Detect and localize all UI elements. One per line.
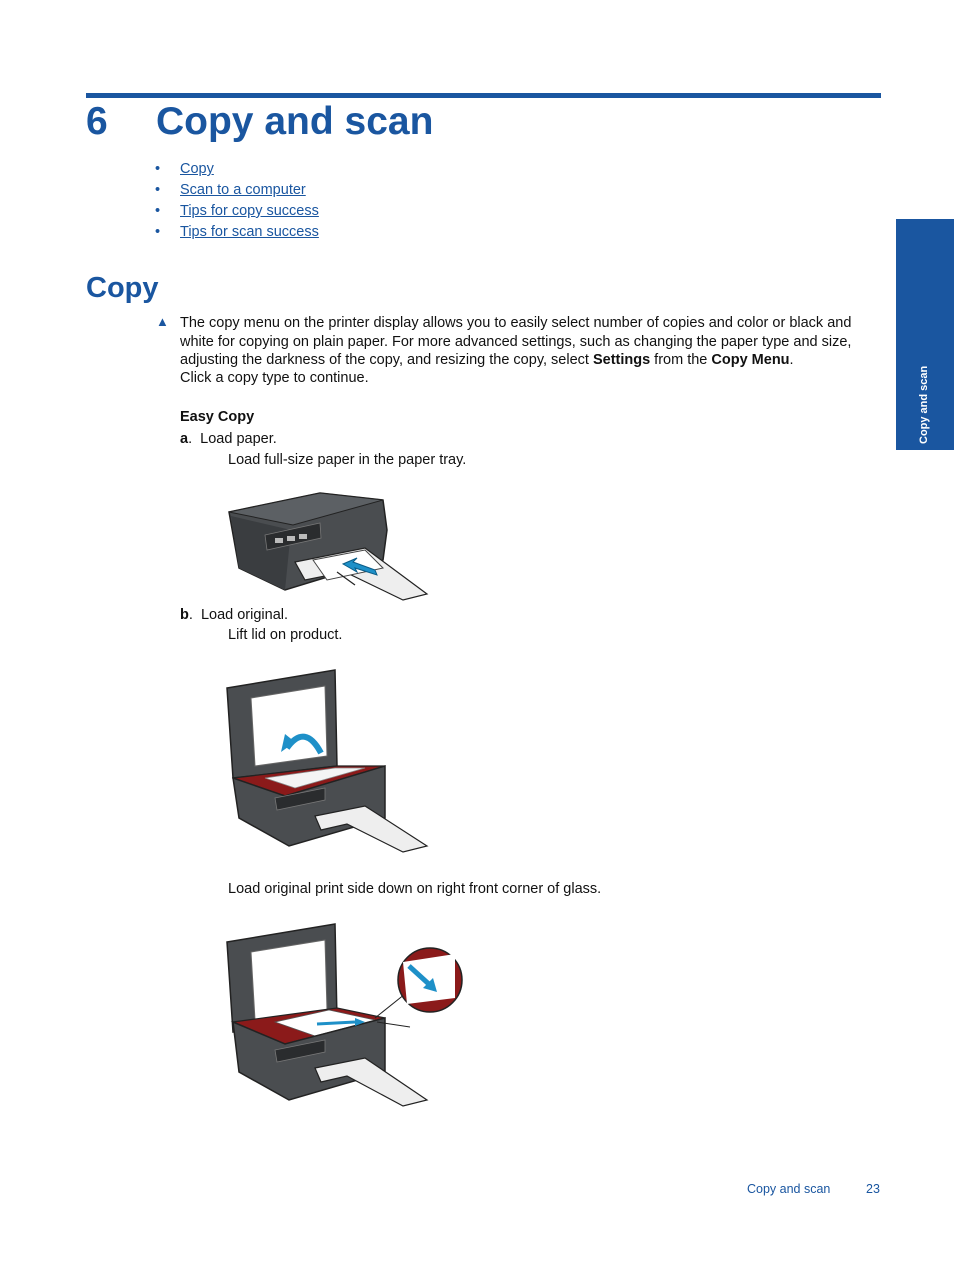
- toc-item: [155, 201, 319, 222]
- step-label: Load original.: [200, 607, 289, 623]
- triangle-bullet-icon: ▲: [156, 314, 169, 329]
- step-sep: .: [188, 607, 193, 623]
- chapter-side-tab: [896, 219, 954, 450]
- side-tab-label: Copy and scan: [918, 365, 930, 444]
- footer-section: Copy and scan: [747, 1182, 831, 1196]
- intro-text: .: [789, 352, 794, 368]
- step-b: [180, 606, 288, 625]
- chapter-toc: [155, 159, 319, 243]
- footer-page-number: 23: [866, 1182, 880, 1196]
- copy-menu-term: Copy Menu: [711, 352, 790, 368]
- step-label: Load paper.: [200, 431, 277, 447]
- printer-lift-lid-illustration: [225, 668, 430, 853]
- toc-item: [155, 159, 319, 180]
- toc-link-scan-to-computer[interactable]: Scan to a computer: [180, 182, 306, 198]
- intro-text: from the: [650, 352, 712, 368]
- printer-place-original-illustration: [225, 922, 465, 1107]
- load-original-detail: Load original print side down on right front corner of glass.: [228, 881, 602, 897]
- bullet: •: [155, 203, 161, 219]
- toc-item: [155, 222, 319, 243]
- bullet: •: [155, 161, 161, 177]
- step-letter: b: [180, 607, 189, 623]
- click-instruction: Click a copy type to continue.: [180, 370, 369, 386]
- printer-load-paper-illustration: [225, 490, 430, 602]
- chapter-title: Copy and scan: [156, 100, 434, 143]
- toc-link-copy[interactable]: Copy: [180, 161, 214, 177]
- intro-text: The copy menu on the printer display allows you to easily select number of copies and color or black and white for copying on plain paper. For more advanced settings, such as changing the paper type and size, adjusting the darkness of the copy, and resizing the copy, select: [180, 315, 852, 368]
- chapter-number: 6: [86, 100, 108, 143]
- settings-term: Settings: [592, 352, 651, 368]
- step-sep: .: [188, 431, 193, 447]
- step-a: [180, 430, 277, 449]
- bullet: •: [155, 224, 161, 240]
- toc-link-tips-copy[interactable]: Tips for copy success: [180, 203, 319, 219]
- toc-item: [155, 180, 319, 201]
- step-letter: a: [180, 431, 189, 447]
- section-title: Copy: [86, 272, 159, 304]
- step-b-detail: Lift lid on product.: [228, 627, 343, 643]
- bullet: •: [155, 182, 161, 198]
- toc-link-tips-scan[interactable]: Tips for scan success: [180, 224, 319, 240]
- chapter-heading: [86, 98, 433, 146]
- step-a-detail: Load full-size paper in the paper tray.: [228, 452, 467, 468]
- easy-copy-heading: Easy Copy: [180, 409, 255, 425]
- intro-paragraph: [180, 314, 885, 370]
